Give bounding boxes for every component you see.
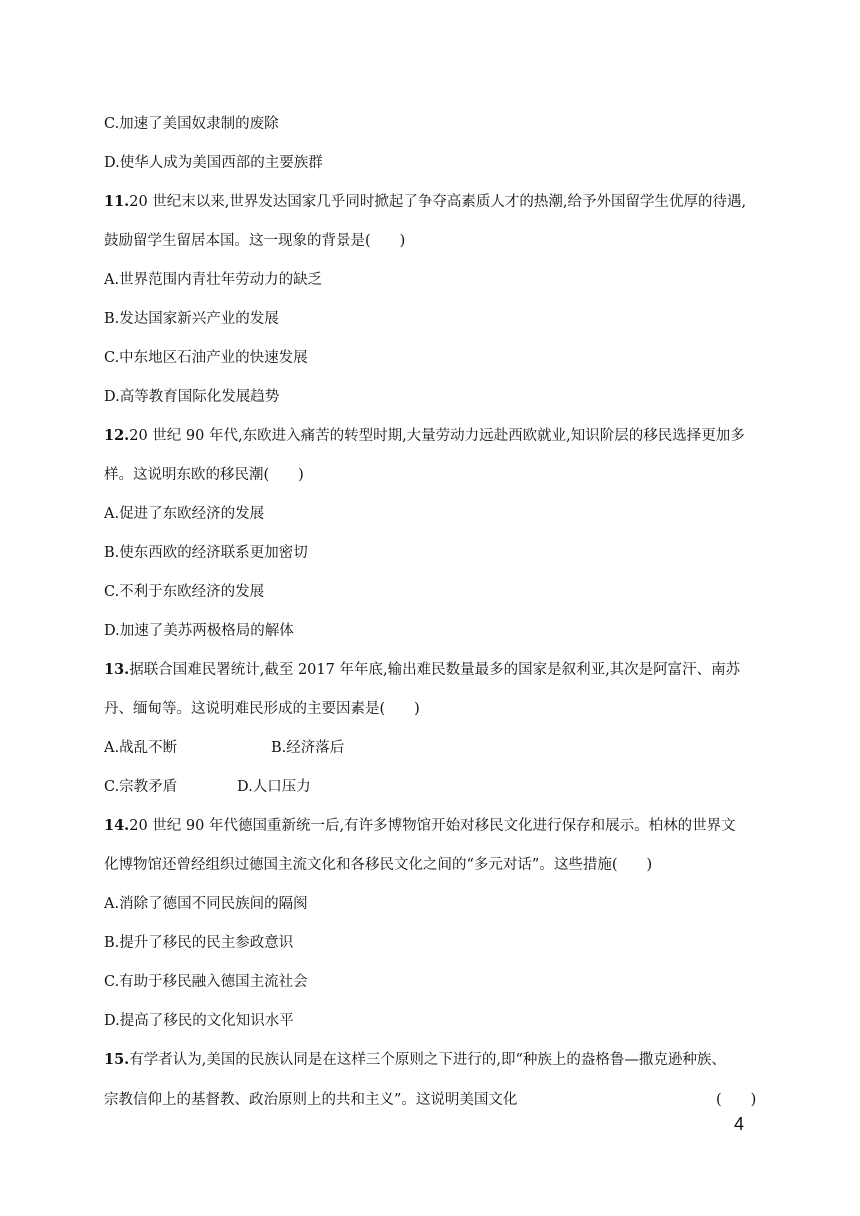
question-11-option-a: A.世界范围内青壮年劳动力的缺乏	[104, 272, 323, 288]
question-13-number: 13.	[104, 661, 130, 678]
question-13-stem-text-1: 据联合国难民署统计,截至 2017 年年底,输出难民数量最多的国家是叙利亚,其次是阿富汗、南苏	[129, 662, 741, 678]
question-11-number: 11.	[104, 193, 130, 210]
question-15-number: 15.	[104, 1051, 130, 1068]
question-15-stem-line-1	[104, 1050, 726, 1070]
question-12-stem-line-2: 样。这说明东欧的移民潮( )	[104, 467, 304, 483]
question-11-option-b: B.发达国家新兴产业的发展	[104, 311, 279, 327]
question-11-stem-line-2: 鼓励留学生留居本国。这一现象的背景是( )	[104, 233, 406, 249]
question-14-option-a: A.消除了德国不同民族间的隔阂	[104, 896, 308, 912]
question-11-stem-text-1: 20 世纪末以来,世界发达国家几乎同时掀起了争夺高素质人才的热潮,给予外国留学生优厚的待遇,	[129, 194, 747, 210]
question-12-number: 12.	[104, 427, 130, 444]
question-11-option-d: D.高等教育国际化发展趋势	[104, 389, 280, 405]
question-10-option-d: D.使华人成为美国西部的主要族群	[104, 155, 323, 171]
question-13-stem-line-2: 丹、缅甸等。这说明难民形成的主要因素是( )	[104, 701, 420, 717]
question-11-option-c: C.中东地区石油产业的快速发展	[104, 350, 308, 366]
question-15-stem-line-2: 宗教信仰上的基督教、政治原则上的共和主义”。这说明美国文化	[104, 1092, 518, 1108]
question-14-stem-text-1: 20 世纪 90 年代德国重新统一后,有许多博物馆开始对移民文化进行保存和展示。柏林的世界文	[129, 818, 736, 834]
question-14-option-b: B.提升了移民的民主参政意识	[104, 935, 294, 951]
page-number: 4	[734, 1114, 745, 1134]
question-15-answer-paren: ( )	[716, 1092, 757, 1108]
question-12-option-c: C.不利于东欧经济的发展	[104, 584, 265, 600]
question-12-stem-text-1: 20 世纪 90 年代,东欧进入痛苦的转型时期,大量劳动力远赴西欧就业,知识阶层的移民选择更加多	[129, 428, 745, 444]
question-14-number: 14.	[104, 817, 130, 834]
question-12-stem-line-1	[104, 426, 745, 446]
question-13-option-b: B.经济落后	[271, 740, 345, 756]
question-12-option-b: B.使东西欧的经济联系更加密切	[104, 545, 308, 561]
question-14-stem-line-1	[104, 816, 736, 836]
question-14-option-d: D.提高了移民的文化知识水平	[104, 1013, 294, 1029]
question-13-option-c: C.宗教矛盾	[104, 779, 178, 795]
question-11-stem-line-1	[104, 192, 746, 212]
question-14-stem-line-2: 化博物馆还曾经组织过德国主流文化和各移民文化之间的“多元对话”。这些措施( )	[104, 857, 653, 873]
question-13-option-a: A.战乱不断	[104, 740, 178, 756]
question-12-option-a: A.促进了东欧经济的发展	[104, 506, 265, 522]
question-13-stem-line-1	[104, 660, 740, 680]
question-15-stem-text-1: 有学者认为,美国的民族认同是在这样三个原则之下进行的,即“种族上的盎格鲁—撒克逊种族、	[129, 1052, 726, 1068]
question-13-option-d: D.人口压力	[237, 779, 311, 795]
question-10-option-c: C.加速了美国奴隶制的废除	[104, 116, 279, 132]
question-14-option-c: C.有助于移民融入德国主流社会	[104, 974, 308, 990]
question-12-option-d: D.加速了美苏两极格局的解体	[104, 623, 294, 639]
